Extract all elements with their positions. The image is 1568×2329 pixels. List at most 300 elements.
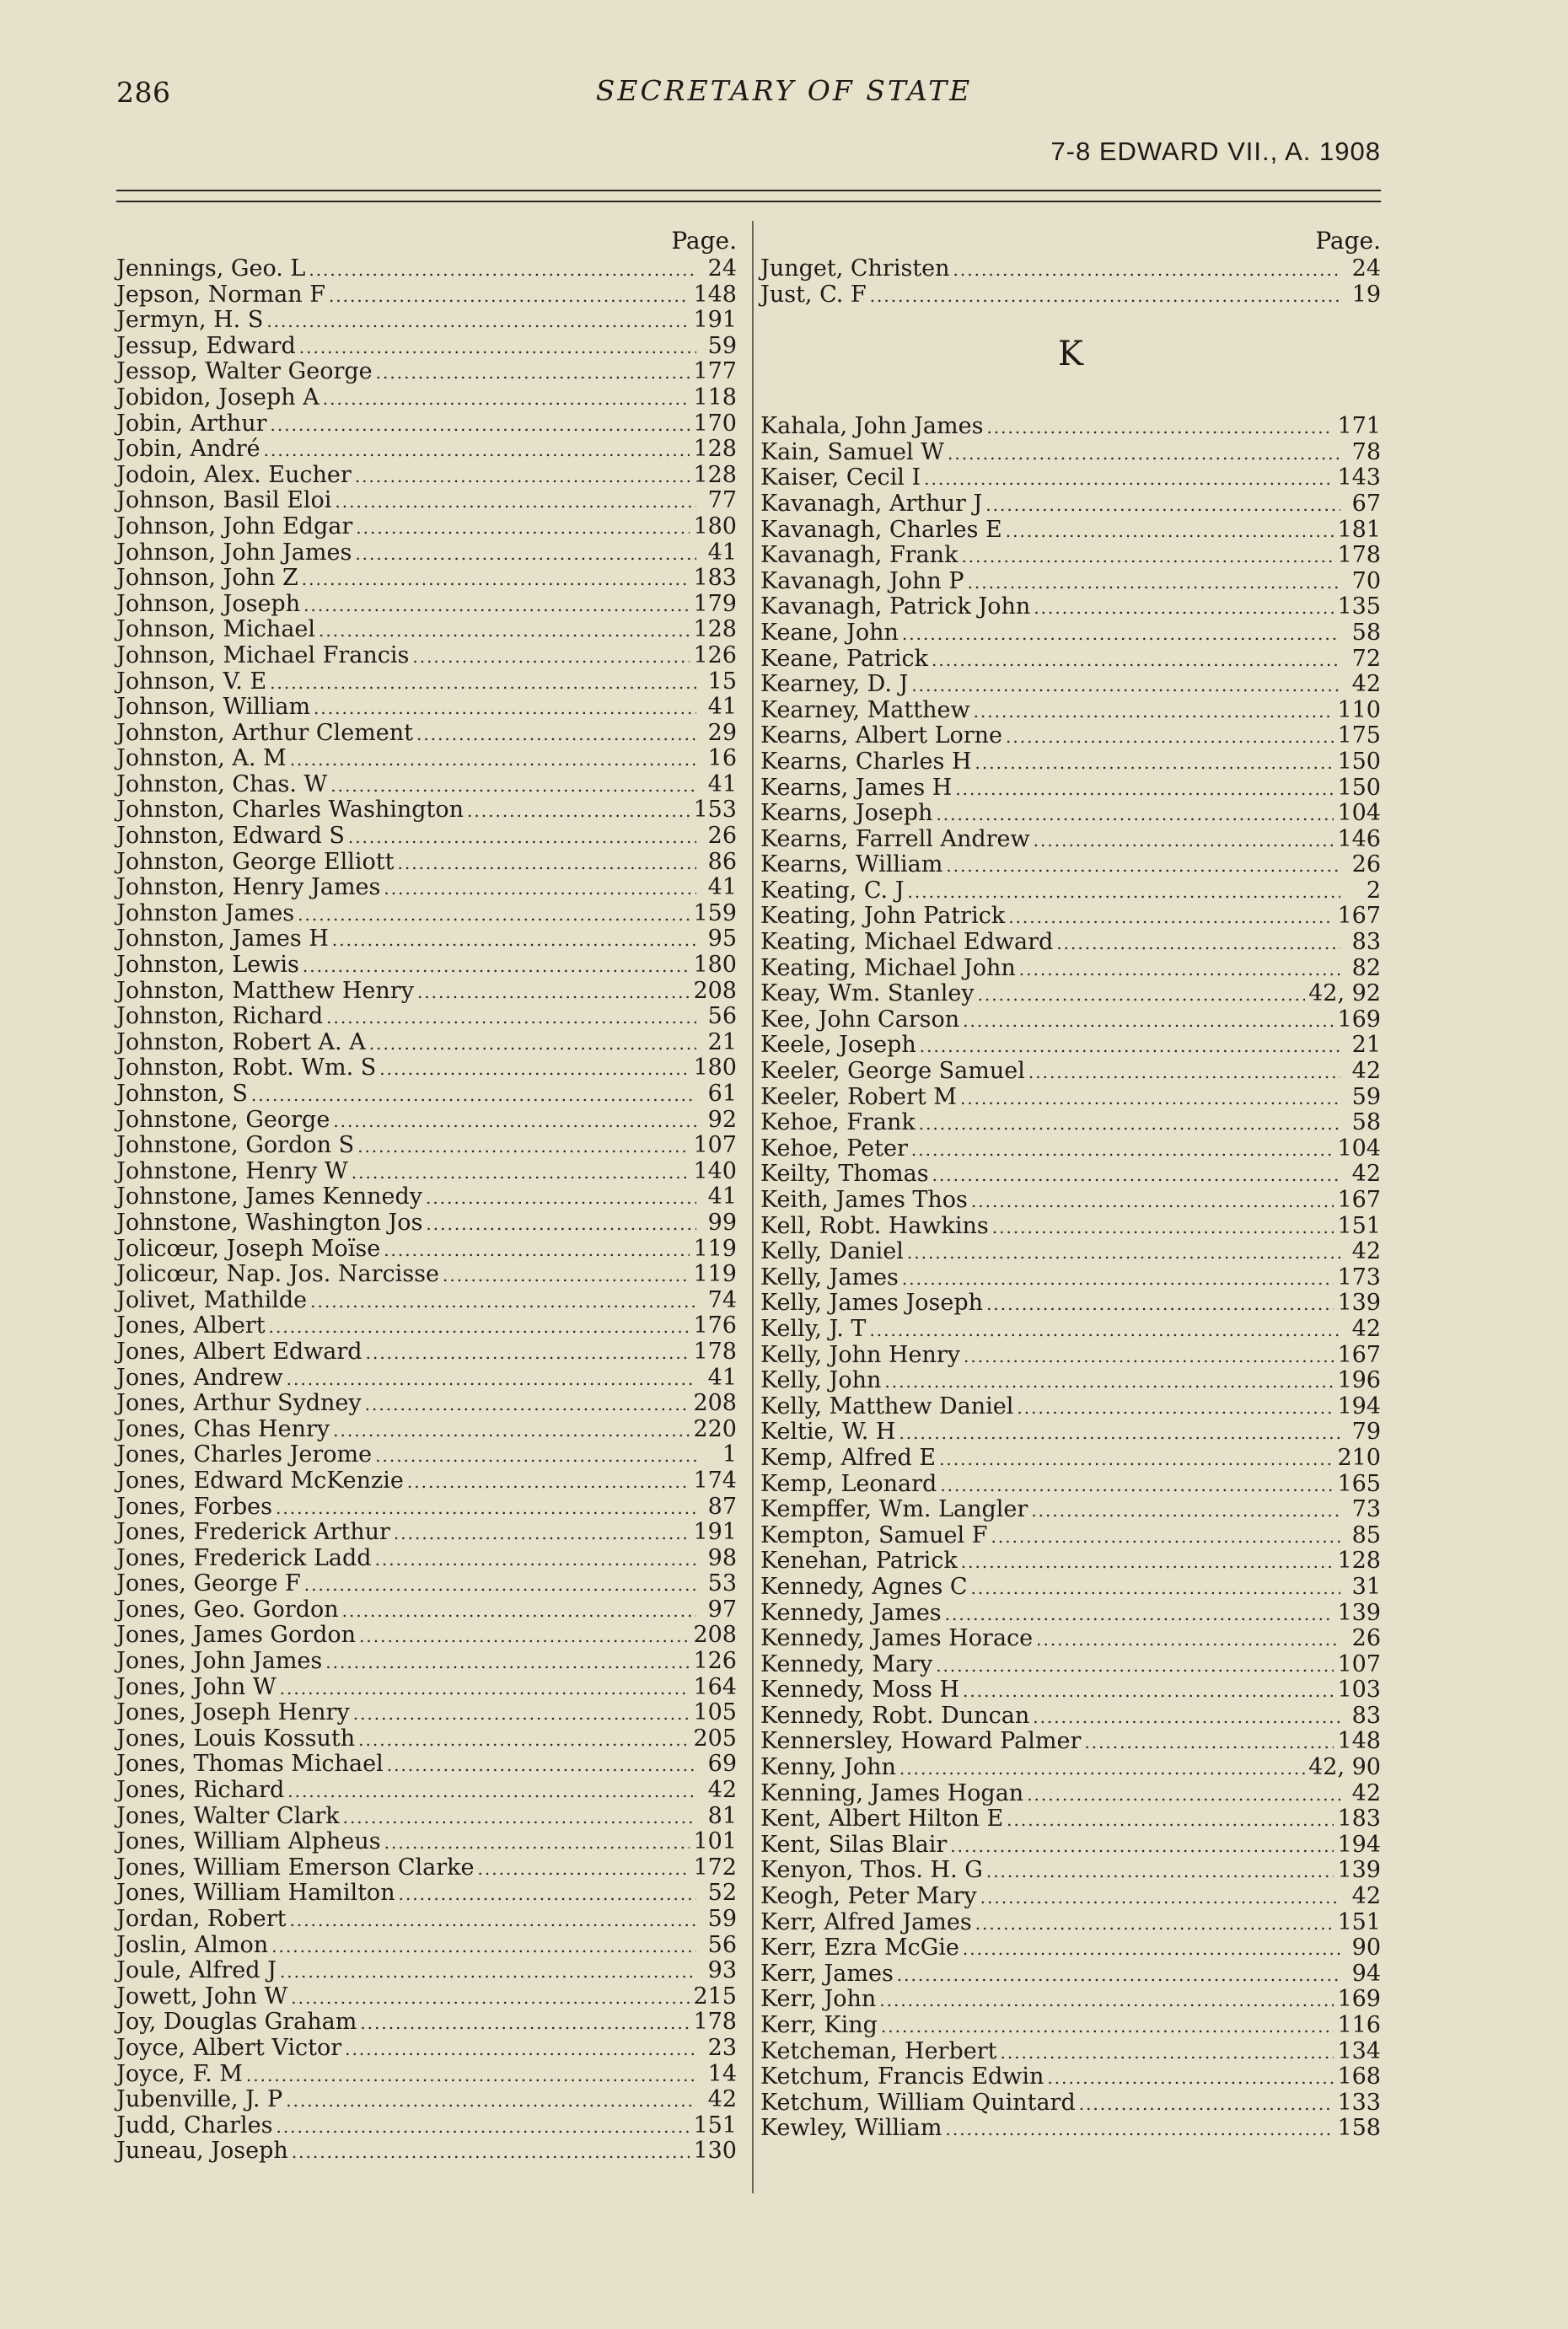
entry-name: Kelly, John bbox=[760, 1367, 882, 1394]
entry-page: 167 bbox=[1337, 1187, 1381, 1213]
entry-page: 73 bbox=[1351, 1496, 1381, 1523]
entry-name: Jones, John W bbox=[116, 1673, 277, 1700]
entry-page: 59 bbox=[707, 332, 737, 359]
dot-leader bbox=[932, 1162, 1340, 1189]
session-label: 7-8 EDWARD VII., A. 1908 bbox=[1050, 137, 1381, 166]
dot-leader bbox=[352, 1159, 690, 1186]
entry-name: Johnston, Henry James bbox=[116, 874, 381, 901]
section-letter-k: K bbox=[1058, 335, 1083, 374]
entry-name: Johnston, Lewis bbox=[116, 952, 299, 979]
dot-leader bbox=[1007, 1806, 1334, 1833]
index-entry bbox=[760, 1523, 1381, 1549]
entry-page: 208 bbox=[693, 977, 737, 1004]
index-entry bbox=[760, 1059, 1381, 1085]
dot-leader bbox=[298, 901, 690, 928]
entry-page: 86 bbox=[707, 848, 737, 875]
index-entry bbox=[116, 1030, 737, 1056]
index-entry bbox=[116, 1081, 737, 1108]
index-entry bbox=[116, 540, 737, 566]
entry-name: Johnston, Arthur Clement bbox=[116, 719, 413, 746]
entry-name: Kavanagh, John P bbox=[760, 567, 964, 594]
entry-name: Jones, Richard bbox=[116, 1777, 285, 1804]
entry-name: Kearns, Albert Lorne bbox=[760, 722, 1003, 749]
entry-name: Jolicœur, Joseph Moïse bbox=[116, 1235, 381, 1262]
entry-name: Kelly, Daniel bbox=[760, 1238, 904, 1265]
index-entry bbox=[116, 1597, 737, 1623]
entry-name: Johnson, Michael bbox=[116, 616, 316, 643]
index-entry bbox=[760, 1575, 1381, 1601]
entry-name: Keeler, Robert M bbox=[760, 1083, 957, 1110]
entry-name: Jones, Frederick Ladd bbox=[116, 1544, 372, 1571]
index-entry bbox=[760, 518, 1381, 544]
entry-name: Jones, Thomas Michael bbox=[116, 1751, 384, 1778]
dot-leader bbox=[1079, 2090, 1334, 2117]
entry-page: 41 bbox=[707, 874, 737, 901]
index-entry bbox=[760, 930, 1381, 956]
index-entry bbox=[116, 1339, 737, 1366]
index-entry bbox=[116, 1546, 737, 1572]
index-entry bbox=[116, 850, 737, 876]
entry-name: Keogh, Peter Mary bbox=[760, 1883, 977, 1910]
dot-leader bbox=[266, 308, 690, 335]
dot-leader bbox=[280, 1675, 690, 1702]
entry-page: 159 bbox=[693, 899, 737, 926]
dot-leader bbox=[286, 2087, 696, 2114]
index-entry bbox=[116, 1623, 737, 1649]
dot-leader bbox=[357, 1133, 690, 1160]
entry-name: Keay, Wm. Stanley bbox=[760, 980, 975, 1007]
index-entry bbox=[116, 2062, 737, 2088]
entry-page: 42 bbox=[1351, 1058, 1381, 1085]
dot-leader bbox=[251, 1081, 696, 1108]
dot-leader bbox=[443, 1262, 690, 1289]
entry-name: Kehoe, Frank bbox=[760, 1109, 916, 1136]
dot-leader bbox=[353, 1700, 690, 1727]
dot-leader bbox=[924, 465, 1334, 492]
j-entries-continued bbox=[760, 256, 1381, 308]
index-entry bbox=[116, 2087, 737, 2113]
dot-leader bbox=[911, 1136, 1334, 1163]
dot-leader bbox=[326, 1004, 696, 1031]
entry-page: 83 bbox=[1351, 929, 1381, 956]
dot-leader bbox=[879, 1987, 1334, 2014]
entry-page: 128 bbox=[1337, 1548, 1381, 1575]
index-entry bbox=[760, 1806, 1381, 1833]
index-entry bbox=[116, 2036, 737, 2062]
dot-leader bbox=[287, 1778, 696, 1805]
entry-name: Keating, Michael John bbox=[760, 954, 1016, 981]
index-entry bbox=[760, 1033, 1381, 1059]
index-entry bbox=[116, 1366, 737, 1392]
dot-leader bbox=[270, 669, 696, 696]
dot-leader bbox=[971, 1188, 1334, 1215]
dot-leader bbox=[964, 1343, 1334, 1370]
entry-page: 172 bbox=[693, 1854, 737, 1881]
entry-name: Jessop, Walter George bbox=[116, 358, 373, 385]
entry-page: 173 bbox=[1337, 1264, 1381, 1291]
index-entry bbox=[116, 463, 737, 489]
dot-leader bbox=[1034, 827, 1334, 854]
entry-page: 41 bbox=[707, 1183, 737, 1210]
entry-page: 179 bbox=[693, 590, 737, 617]
entry-page: 105 bbox=[693, 1699, 737, 1726]
dot-leader bbox=[978, 981, 1306, 1008]
entry-name: Kavanagh, Frank bbox=[760, 542, 959, 569]
index-entry bbox=[760, 698, 1381, 724]
dot-leader bbox=[940, 1472, 1334, 1499]
dot-leader bbox=[946, 852, 1340, 879]
entry-page: 97 bbox=[707, 1596, 737, 1623]
index-entry bbox=[116, 2010, 737, 2036]
index-entry bbox=[760, 1419, 1381, 1446]
index-entry bbox=[116, 901, 737, 927]
entry-name: Kennersley, Howard Palmer bbox=[760, 1728, 1082, 1755]
dot-leader bbox=[950, 1833, 1334, 1859]
entry-page: 151 bbox=[1337, 1908, 1381, 1935]
entry-page: 41 bbox=[707, 770, 737, 797]
entry-page: 14 bbox=[707, 2060, 737, 2087]
entry-page: 118 bbox=[693, 384, 737, 411]
entry-page: 134 bbox=[1337, 2037, 1381, 2064]
entry-page: 23 bbox=[707, 2034, 737, 2061]
entry-page: 128 bbox=[693, 461, 737, 488]
dot-leader bbox=[355, 463, 690, 490]
entry-page: 196 bbox=[1337, 1367, 1381, 1394]
entry-page: 146 bbox=[1337, 825, 1381, 852]
dot-leader bbox=[1006, 518, 1334, 545]
dot-leader bbox=[303, 592, 690, 619]
index-entry bbox=[116, 643, 737, 669]
entry-name: Johnson, Michael Francis bbox=[116, 641, 410, 668]
entry-page: 41 bbox=[707, 694, 737, 721]
dot-leader bbox=[412, 643, 690, 670]
entry-name: Kell, Robt. Hawkins bbox=[760, 1212, 989, 1239]
dot-leader bbox=[323, 385, 690, 412]
entry-name: Johnston, S bbox=[116, 1081, 248, 1107]
index-entry bbox=[116, 772, 737, 798]
dot-leader bbox=[963, 1007, 1334, 1034]
index-entry bbox=[760, 620, 1381, 647]
entry-page: 169 bbox=[1337, 1006, 1381, 1033]
dot-leader bbox=[911, 672, 1340, 699]
entry-page: 180 bbox=[693, 952, 737, 979]
dot-leader bbox=[920, 1033, 1340, 1060]
index-entry bbox=[116, 875, 737, 901]
dot-leader bbox=[986, 1291, 1334, 1317]
index-entry bbox=[116, 2138, 737, 2165]
entry-page: 168 bbox=[1337, 2063, 1381, 2090]
dot-leader bbox=[1000, 2039, 1334, 2066]
entry-name: Kent, Silas Blair bbox=[760, 1831, 948, 1858]
dot-leader bbox=[333, 1417, 690, 1444]
entry-page: 42 bbox=[1351, 1238, 1381, 1265]
entry-page: 126 bbox=[693, 1648, 737, 1675]
entry-page: 41 bbox=[707, 539, 737, 566]
entry-name: Kempffer, Wm. Langler bbox=[760, 1496, 1028, 1523]
entry-name: Kerr, James bbox=[760, 1960, 894, 1987]
index-entry bbox=[116, 1442, 737, 1468]
index-entry bbox=[760, 801, 1381, 827]
dot-leader bbox=[292, 2138, 690, 2165]
entry-page: 53 bbox=[707, 1570, 737, 1597]
entry-name: Kaiser, Cecil I bbox=[760, 464, 921, 491]
entry-name: Johnston, Richard bbox=[116, 1003, 324, 1030]
index-entry bbox=[116, 437, 737, 463]
dot-leader bbox=[375, 1442, 696, 1469]
entry-page: 42 bbox=[707, 2086, 737, 2113]
entry-page: 98 bbox=[707, 1544, 737, 1571]
index-entry bbox=[760, 491, 1381, 518]
dot-leader bbox=[302, 566, 690, 593]
dot-leader bbox=[961, 543, 1334, 570]
entry-page: 52 bbox=[707, 1880, 737, 1907]
entry-name: Jones, Chas Henry bbox=[116, 1415, 330, 1442]
index-entry bbox=[760, 1291, 1381, 1317]
index-entry bbox=[116, 1391, 737, 1417]
entry-page: 148 bbox=[1337, 1728, 1381, 1755]
index-entry bbox=[760, 1677, 1381, 1704]
index-entry bbox=[116, 797, 737, 824]
index-entry bbox=[116, 1984, 737, 2010]
entry-name: Johnston, Chas. W bbox=[116, 770, 328, 797]
entry-name: Johnson, V. E bbox=[116, 668, 267, 695]
entry-name: Kerr, John bbox=[760, 1986, 877, 2013]
entry-name: Juneau, Joseph bbox=[116, 2138, 288, 2165]
entry-name: Just, C. F bbox=[760, 281, 867, 308]
entry-page: 103 bbox=[1337, 1677, 1381, 1704]
dot-leader bbox=[1034, 594, 1334, 621]
dot-leader bbox=[269, 1313, 690, 1340]
entry-name: Johnston, Charles Washington bbox=[116, 797, 464, 824]
entry-name: Kearns, James H bbox=[760, 774, 953, 801]
index-entry bbox=[116, 1055, 737, 1081]
index-entry bbox=[760, 981, 1381, 1007]
dot-leader bbox=[899, 1419, 1340, 1446]
entry-page: 178 bbox=[693, 2009, 737, 2036]
index-entry bbox=[116, 411, 737, 437]
entry-name: Kavanagh, Arthur J bbox=[760, 490, 983, 517]
entry-page: 140 bbox=[693, 1157, 737, 1184]
entry-name: Joule, Alfred J bbox=[116, 1957, 277, 1984]
index-entry bbox=[760, 1317, 1381, 1343]
entry-name: Joyce, F. M bbox=[116, 2060, 243, 2087]
dot-leader bbox=[335, 488, 696, 515]
index-entry bbox=[116, 488, 737, 514]
entry-name: Kearns, Joseph bbox=[760, 800, 933, 827]
index-entry bbox=[116, 514, 737, 540]
index-entry bbox=[760, 1085, 1381, 1111]
dot-leader bbox=[1031, 1497, 1340, 1524]
entry-page: 139 bbox=[1337, 1290, 1381, 1317]
dot-leader bbox=[919, 1110, 1340, 1137]
entry-name: Jennings, Geo. L bbox=[116, 255, 306, 282]
index-entry bbox=[116, 566, 737, 592]
entry-name: Kelly, Matthew Daniel bbox=[760, 1393, 1014, 1419]
entry-page: 130 bbox=[693, 2138, 737, 2165]
dot-leader bbox=[945, 1601, 1334, 1628]
dot-leader bbox=[365, 1391, 690, 1418]
entry-name: Keith, James Thos bbox=[760, 1187, 968, 1213]
dot-leader bbox=[939, 1446, 1334, 1473]
index-entry bbox=[116, 1184, 737, 1210]
index-entry bbox=[760, 775, 1381, 802]
entry-page: 42 bbox=[1351, 671, 1381, 698]
dot-leader bbox=[955, 775, 1334, 802]
index-entry bbox=[760, 647, 1381, 673]
index-entry bbox=[760, 1446, 1381, 1472]
index-entry bbox=[116, 1237, 737, 1263]
dot-leader bbox=[897, 1961, 1340, 1988]
entry-name: Jobidon, Joseph A bbox=[116, 384, 320, 411]
dot-leader bbox=[276, 1495, 696, 1521]
entry-page: 104 bbox=[1337, 800, 1381, 827]
entry-name: Kahala, John James bbox=[760, 413, 984, 440]
dot-leader bbox=[1006, 723, 1334, 750]
entry-name: Jones, Forbes bbox=[116, 1493, 273, 1520]
entry-page: 139 bbox=[1337, 1599, 1381, 1626]
entry-name: Keeler, George Samuel bbox=[760, 1058, 1025, 1085]
index-entry bbox=[760, 1935, 1381, 1961]
dot-leader bbox=[417, 979, 690, 1006]
entry-page: 81 bbox=[707, 1802, 737, 1829]
entry-name: Kennedy, James Horace bbox=[760, 1625, 1034, 1652]
index-entry bbox=[116, 1778, 737, 1804]
entry-page: 208 bbox=[693, 1622, 737, 1649]
entry-name: Johnson, John Z bbox=[116, 565, 298, 592]
entry-page: 133 bbox=[1337, 2089, 1381, 2116]
entry-page: 67 bbox=[1351, 490, 1381, 517]
entry-name: Kelly, John Henry bbox=[760, 1341, 961, 1368]
index-entry bbox=[760, 1910, 1381, 1936]
entry-page: 194 bbox=[1337, 1831, 1381, 1858]
entry-name: Kent, Albert Hilton E bbox=[760, 1806, 1004, 1833]
entry-page: 56 bbox=[707, 1003, 737, 1030]
index-entry bbox=[116, 1417, 737, 1443]
entry-name: Jones, Louis Kossuth bbox=[116, 1725, 356, 1752]
index-entry bbox=[760, 2039, 1381, 2065]
entry-name: Keane, John bbox=[760, 619, 899, 646]
entry-name: Johnson, Joseph bbox=[116, 590, 301, 617]
index-entry bbox=[760, 1601, 1381, 1627]
index-entry bbox=[116, 334, 737, 360]
entry-name: Kemp, Alfred E bbox=[760, 1444, 937, 1471]
entry-page: 208 bbox=[693, 1390, 737, 1417]
entry-name: Kenny, John bbox=[760, 1754, 896, 1781]
entry-page: 87 bbox=[707, 1493, 737, 1520]
entry-page: 41 bbox=[707, 1364, 737, 1391]
entry-page: 135 bbox=[1337, 593, 1381, 620]
index-entry bbox=[760, 1704, 1381, 1730]
dot-leader bbox=[343, 1804, 696, 1831]
entry-page: 79 bbox=[1351, 1419, 1381, 1446]
entry-name: Joyce, Albert Victor bbox=[116, 2034, 342, 2061]
entry-page: 158 bbox=[1337, 2115, 1381, 2142]
entry-name: Jowett, John W bbox=[116, 1983, 288, 2010]
entry-page: 56 bbox=[707, 1931, 737, 1958]
entry-name: Jones, John James bbox=[116, 1648, 323, 1675]
index-entry bbox=[760, 543, 1381, 569]
index-entry bbox=[116, 1907, 737, 1933]
entry-name: Jodoin, Alex. Eucher bbox=[116, 461, 352, 488]
entry-name: Jones, Edward McKenzie bbox=[116, 1467, 404, 1494]
entry-name: Johnson, Basil Eloi bbox=[116, 487, 332, 514]
entry-name: Johnson, John James bbox=[116, 539, 352, 566]
entry-page: 139 bbox=[1337, 1857, 1381, 1884]
entry-page: 82 bbox=[1351, 954, 1381, 981]
entry-name: Jones, William Alpheus bbox=[116, 1828, 381, 1855]
dot-leader bbox=[948, 440, 1340, 467]
index-entry bbox=[116, 746, 737, 772]
dot-leader bbox=[303, 953, 690, 979]
entry-page: 19 bbox=[1351, 281, 1381, 308]
dot-leader bbox=[975, 1910, 1334, 1937]
entry-name: Kelly, James Joseph bbox=[760, 1290, 984, 1317]
dot-leader bbox=[416, 721, 696, 748]
dot-leader bbox=[398, 850, 697, 877]
entry-page: 180 bbox=[693, 1054, 737, 1081]
entry-page: 24 bbox=[707, 255, 737, 282]
index-entry bbox=[116, 385, 737, 411]
index-entry bbox=[760, 1110, 1381, 1136]
entry-name: Kelly, James bbox=[760, 1264, 899, 1291]
index-entry bbox=[760, 1343, 1381, 1369]
index-entry bbox=[760, 569, 1381, 595]
entry-page: 176 bbox=[693, 1312, 737, 1339]
entry-page: 95 bbox=[707, 926, 737, 953]
entry-page: 174 bbox=[693, 1467, 737, 1494]
index-entry bbox=[760, 1884, 1381, 1910]
entry-page: 85 bbox=[1351, 1521, 1381, 1548]
entry-page: 21 bbox=[707, 1028, 737, 1055]
index-entry bbox=[760, 1652, 1381, 1678]
dot-leader bbox=[356, 514, 690, 541]
entry-name: Jones, Albert bbox=[116, 1312, 266, 1339]
entry-page: 2 bbox=[1366, 877, 1381, 904]
entry-name: Keltie, W. H bbox=[760, 1419, 896, 1446]
index-entry bbox=[760, 1007, 1381, 1033]
entry-page: 59 bbox=[707, 1906, 737, 1932]
entry-page: 151 bbox=[693, 2112, 737, 2138]
entry-page: 31 bbox=[1351, 1573, 1381, 1600]
dot-leader bbox=[276, 2113, 690, 2140]
index-entry bbox=[116, 282, 737, 309]
dot-leader bbox=[1056, 930, 1340, 957]
entry-page: 143 bbox=[1337, 464, 1381, 491]
index-entry bbox=[116, 1159, 737, 1185]
entry-name: Johnston, George Elliott bbox=[116, 848, 395, 875]
entry-name: Kearns, Charles H bbox=[760, 748, 972, 775]
index-entry bbox=[116, 1288, 737, 1314]
index-entry bbox=[116, 721, 737, 747]
index-entry bbox=[116, 1649, 737, 1675]
entry-page: 94 bbox=[1351, 1960, 1381, 1987]
index-entry bbox=[760, 852, 1381, 878]
entry-page: 119 bbox=[693, 1235, 737, 1262]
entry-page: 183 bbox=[1337, 1806, 1381, 1833]
entry-name: Kavanagh, Patrick John bbox=[760, 593, 1031, 620]
dot-leader bbox=[902, 1265, 1334, 1292]
entry-page: 148 bbox=[693, 281, 737, 308]
dot-leader bbox=[394, 1520, 690, 1547]
index-entry bbox=[116, 1495, 737, 1521]
entry-name: Joslin, Almon bbox=[116, 1931, 269, 1958]
index-entry bbox=[760, 1548, 1381, 1575]
dot-leader bbox=[310, 1288, 696, 1315]
dot-leader bbox=[1017, 1394, 1334, 1421]
entry-page: 210 bbox=[1337, 1444, 1381, 1471]
entry-page: 116 bbox=[1337, 2012, 1381, 2038]
index-entry bbox=[116, 1262, 737, 1288]
